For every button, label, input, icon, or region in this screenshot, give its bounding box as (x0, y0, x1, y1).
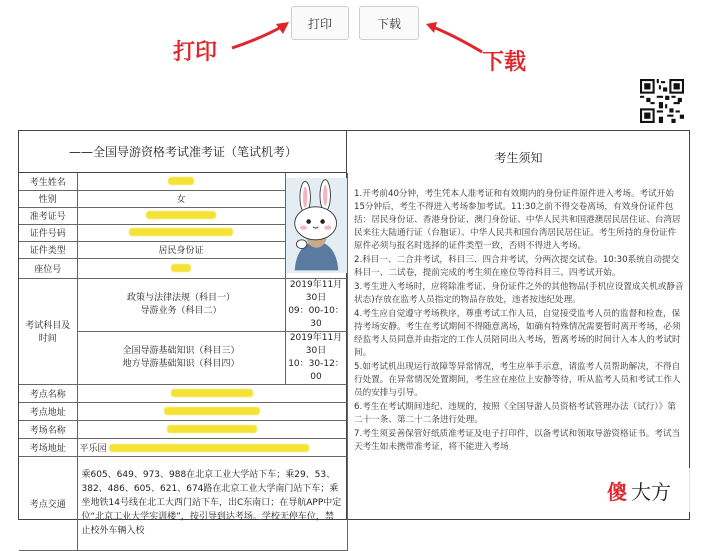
subject-time-2-date: 2019年11月30日 (289, 332, 343, 356)
value-traffic: 乘605、649、973、988在北京工业大学站下车；乘29、53、382、486、605、621、674路在北京工业大学南门站下车；乘坐地铁14号线在北工大西门站下车，出C东南口；在导航APP中定位“北京工业大学实训楼”，按引导到达考场。学校无停车位，禁止校外车辆入校 (77, 456, 347, 550)
info-table (19, 173, 348, 551)
subject-time-1-date: 2019年11月30日 (289, 279, 343, 303)
card-title: ——全国导游资格考试准考证（笔试机考） (19, 131, 347, 173)
watermark-text: 大方 (631, 479, 671, 504)
download-button[interactable]: 下载 (359, 6, 419, 40)
value-room-name (77, 420, 347, 438)
value-seat (77, 258, 285, 278)
notice-item: 3.考生进入考场时，应将除准考证、身份证件之外的其他物品(手机应设置成关机或静音状态)存放在监考人员指定的物品存放处，违者按违纪处理。 (354, 282, 684, 305)
subject-1: 政策与法律法规（科目一） (126, 292, 235, 303)
photo-cell (285, 173, 347, 278)
download-annotation: 下载 (482, 50, 527, 75)
arrow-to-download-icon (433, 27, 482, 52)
label-admission-no: 准考证号 (19, 207, 77, 224)
label-id-type: 证件类型 (19, 241, 77, 258)
notice-item: 5.如考试机出现运行故障等异常情况，考生应举手示意，请监考人员帮助解决，不得自行处置。在异常情况处置期间，考生应在座位上安静等待，听从监考人员和考试工作人员的安排与引导。 (354, 362, 681, 398)
notice-item: 4.考生应自觉遵守考场秩序，尊重考试工作人员，自觉接受监考人员的监督和检查，保持考场安静。考生在考试期间不得随意离场，如确有特殊情况需要暂时离开考场，必须经监考人员同意并由指定的工作人员陪同出入考场，暂离考场的时间计入本人的考试时间。 (354, 309, 681, 358)
value-venue-name (77, 384, 347, 402)
value-room-address (77, 438, 347, 456)
arrow-to-print-icon (232, 26, 283, 48)
subject-group-2 (77, 331, 285, 384)
qr-code-icon (640, 79, 684, 123)
print-button[interactable]: 打印 (291, 6, 349, 40)
value-gender: 女 (77, 190, 285, 207)
label-gender: 性别 (19, 190, 77, 207)
value-id-type: 居民身份证 (77, 241, 285, 258)
room-address-prefix: 平乐园 (79, 443, 107, 454)
subject-time-1 (285, 278, 347, 331)
notice-item: 1.开考前40分钟，考生凭本人准考证和有效期内的身份证件原件进入考场。考试开始15分钟后，考生不得进入考场参加考试。11:30之前不得交卷离场，有效身份证件包括：居民身份证、香港身份证、澳门身份证、中华人民共和国港澳居民居住证、台湾居民来往大陆通行证（台胞证）、中华人民共和国台湾居民居住证。考生所持的身份证件原件必须与报名时选择的证件类型一致，否则不得进入考场。 (354, 189, 681, 251)
notice-list (354, 188, 684, 455)
label-room-address: 考场地址 (19, 438, 77, 456)
value-name (77, 173, 285, 190)
subject-time-2-range: 10：30-12：00 (288, 358, 344, 382)
label-venue-address: 考点地址 (19, 402, 77, 420)
label-seat: 座位号 (19, 258, 77, 278)
subject-group-1 (77, 278, 285, 331)
subject-time-2 (285, 331, 347, 384)
subject-4: 地方导游基础知识（科目四） (122, 358, 240, 369)
subject-time-1-range: 09：00-10：30 (288, 305, 344, 329)
label-traffic: 考点交通 (19, 456, 77, 550)
print-annotation: 打印 (173, 40, 218, 65)
value-admission-no (77, 207, 285, 224)
notice-item: 2.科目一、二合并考试，科目三、四合并考试，分两次提交试卷。10:30系统自动提交科目一、二试卷，提前完成的考生须在座位等待科目三、四考试开始。 (354, 255, 680, 278)
value-venue-address (77, 402, 347, 420)
photo (286, 178, 347, 273)
label-venue-name: 考点名称 (19, 384, 77, 402)
bunny-sticker-icon (286, 178, 347, 270)
watermark-logo: 傻 (607, 479, 627, 504)
card-info-panel (19, 131, 347, 536)
subject-3: 全国导游基础知识（科目三） (122, 345, 240, 356)
notice-panel (348, 131, 689, 519)
label-room-name: 考场名称 (19, 420, 77, 438)
subject-2: 导游业务（科目二） (140, 305, 222, 316)
notice-item: 6.考生在考试期间违纪、违规的，按照《全国导游人员资格考试管理办法（试行）》第二十一条、第二十二条进行处理。 (354, 402, 676, 425)
admission-card (18, 130, 690, 536)
watermark (607, 468, 717, 512)
label-id-no: 证件号码 (19, 224, 77, 241)
notice-item: 7.考生须妥善保管好纸质准考证及电子打印件，以备考试和领取导游资格证书。考试当天考生如未携带准考证，将不能进入考场 (354, 429, 681, 452)
label-name: 考生姓名 (19, 173, 77, 190)
label-subjects: 考试科目及时间 (19, 278, 77, 384)
notice-title: 考生须知 (494, 151, 543, 165)
value-id-no (77, 224, 285, 241)
